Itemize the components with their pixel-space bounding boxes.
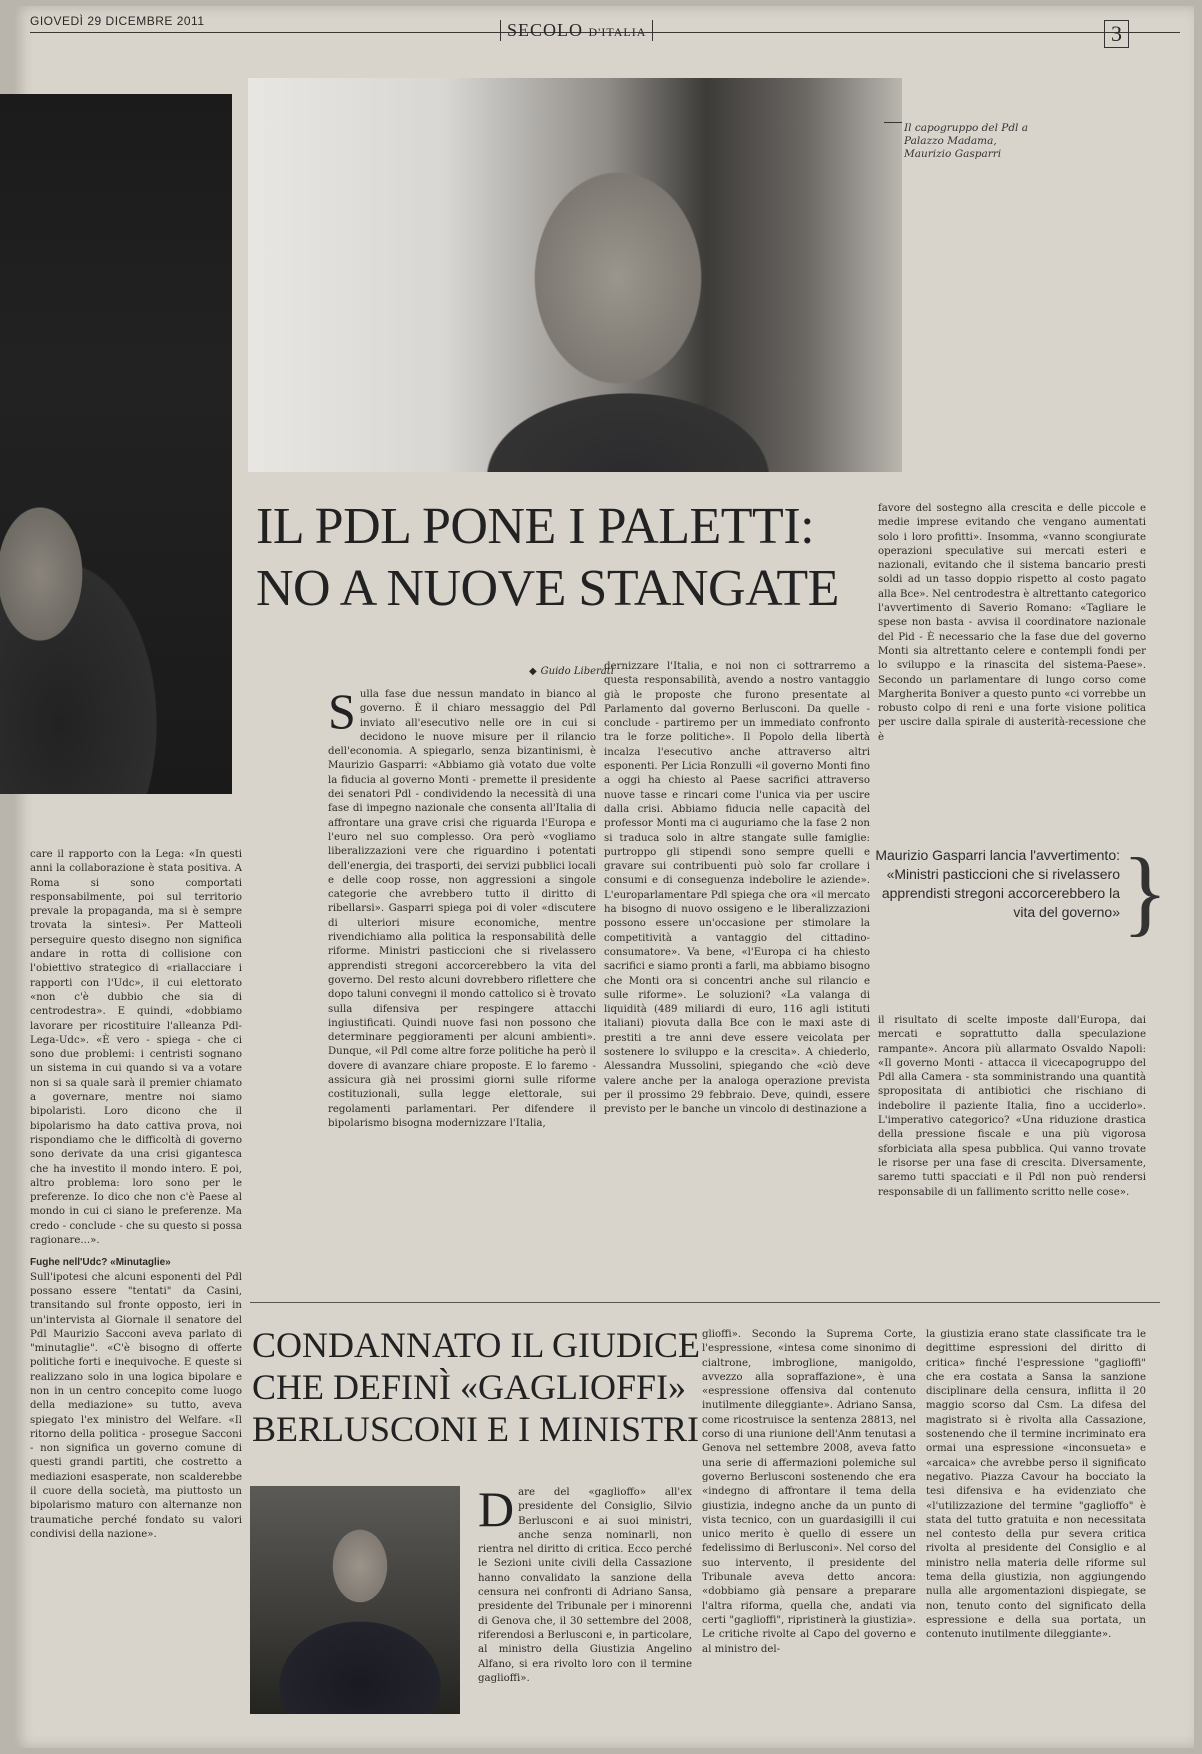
column-text: glioffi». Secondo la Suprema Corte, l'espressione, «intesa come sinonimo di cialtrone, imbroglione, manigoldo, avvezzo alla sopraffazione», è una «espressione offensiva dal contenuto inutilmente dileggiante». Adriano Sansa, come ricostruisce la sentenza 28813, nel corso di una riunione dell'Anm tenutasi a Genova nel settembre 2008, aveva fatto una serie di affermazioni polemiche sul governo Berlusconi sostenendo che era «indegno di affrontare il tema della giustizia, indegno anche da un punto di vista tecnico, con un guardasigilli il cui unico merito è quello di essere un fedelissimo di Berlusconi». Nel corso del suo intervento, il presidente del Tribunale aveva detto ancora: «dobbiamo già pensare a preparare l'altra riforma, quella che, andati via certi "gaglioffi", ripristinerà la giustizia». Le critiche rivolte al Capo del governo e al ministro del- <box>702 1329 916 1655</box>
photo-caption: Il capogruppo del Pdl a Palazzo Madama, Maurizio Gasparri <box>904 122 1029 160</box>
article-headline: IL PDL PONE I PALETTI: NO A NUOVE STANGATE <box>256 498 839 617</box>
article-column-3-top <box>878 502 1146 824</box>
second-article-column-1 <box>478 1481 692 1726</box>
subheading: Fughe nell'Udc? «Minutaglie» <box>30 1257 171 1269</box>
article-column-1 <box>328 683 596 1264</box>
second-article-column-3 <box>926 1328 1146 1726</box>
second-article-headline: CONDANNATO IL GIUDICE CHE DEFINÌ «GAGLIOFFI» BERLUSCONI E I MINISTRI <box>252 1325 700 1449</box>
pull-quote: Maurizio Gasparri lancia l'avvertimento: «Ministri pasticcioni che si rivelassero apprendisti stregoni accorcerebbero la vita del governo» <box>875 847 1120 920</box>
gasparri-photo <box>248 78 902 472</box>
article-column-3-bottom <box>878 1014 1146 1264</box>
issue-date: GIOVEDÌ 29 DICEMBRE 2011 <box>30 14 205 28</box>
newspaper-page <box>14 6 1194 1748</box>
caption-rule <box>884 122 902 123</box>
byline <box>494 666 614 677</box>
column-text: il risultato di scelte imposte dall'Europa, dai mercati e soprattutto dalla speculazione rampante». Ancora più allarmato Osvaldo Napoli: «Il governo Monti - attacca il vicecapogruppo del Pdl alla Camera - sta somministrando una quantità spropositata di antibiotici che rischiano di indebolire il paziente Italia, fino a ucciderlo». L'imperativo categorico? «Una riduzione drastica della pressione fiscale e una più vigorosa sforbiciata alla spesa pubblica. Qui vanno trovate le risorse per una fase di crescita. Diversamente, saremo tutti spacciati e il Pdl non può rendersi responsabile di un fallimento scritto nelle cose». <box>878 1015 1146 1198</box>
column-text: are del «gaglioffo» all'ex presidente del Consiglio, Silvio Berlusconi e ai suoi ministri, anche senza nominarli, non rientra nel diritto di critica. Ecco perché le Sezioni unite civili della Cassazione hanno convalidato la sanzione della censura nei confronti di Adriano Sansa, presidente del Tribunale per i minorenni di Genova che, il 30 settembre del 2008, riferendosi a Berlusconi e, in particolare, al ministro della Giustizia Angelino Alfano, si era rivolto loro con il termine gaglioffi». <box>478 1487 692 1684</box>
masthead <box>500 20 653 41</box>
section-divider <box>250 1302 1160 1303</box>
column-text: la giustizia erano state classificate tra le degittime espressioni del diritto di critica» finché l'espressione "gaglioffi" che era costata a Sansa la sanzione disciplinare della censura, inflitta il 20 maggio scorso dal Csm. La difesa del magistrato si è rivolta alla Cassazione, sostenendo che il termine incriminato era ormai una espressione «inconsueta» e «arcaica» che avrebbe perso il significato negativo. Piazza Cavour ha bocciato la tesi difensiva e ha evidenziato che «l'utilizzazione del termine "gaglioffo" è stata del tutto gratuita e non necessitata nel contesto della pur severa critica rivolta al presidente del Consiglio e al ministro nella materia delle riforme sul tema della giustizia, non aggiungendo nulla alle argomentazioni dispiegate, se non, tenuto conto del significato della espressione e della sua portata, un contenuto inutilmente dileggiante». <box>926 1329 1146 1641</box>
pull-quote-bracket: } <box>1122 838 1169 945</box>
masthead-subtitle: D'ITALIA <box>588 25 647 39</box>
column-text: Sull'ipotesi che alcuni esponenti del Pdl possano essere "tentati" da Casini, transitando sul fronte opposto, ieri in un'intervista al Giornale il senatore del Pdl Maurizio Sacconi aveva parlato di "minutaglie". «C'è bisogno di offerte politiche forti e inequivoche. E queste si realizzano solo in una logica bipolare e non in un centro concepito come luogo della mediazione» su tutto, aveva spiegato l'ex ministro del Welfare. «Il ritorno della politica - prosegue Sacconi - non significa un governo comune di questi grandi partiti, che costretto a mediazioni esasperate, non scalderebbe il cuore della società, ma piuttosto un bipolarismo maturo con alternanze non traumatiche perché fondato su valori condivisi della nazione». <box>30 1271 242 1540</box>
page-number: 3 <box>1104 20 1129 48</box>
masthead-title: SECOLO <box>507 20 584 40</box>
column-text: care il rapporto con la Lega: «In questi anni la collaborazione è stata positiva. A Roma si sono comportati responsabilmente, poi sul territorio prevale la propaganda, ma si è sempre trovata la sintesi». Per Matteoli perseguire questo disegno non significa andare in rotta di collisione con l'obiettivo strategico di «riallacciare i rapporti con l'Udc», il cui elettorato «non c'è dubbio che sia di centrodestra». E quindi, «dobbiamo lavorare per ricostituire l'alleanza Pdl-Lega-Udc». «È vero - spiega - che ci sono due problemi: i centristi sognano un sistema in cui quando si va a votare non si sa quale sarà il premier chiamato a governare, mentre noi siamo bipolaristi. Loro dicono che il bipolarismo ha dato cattiva prova, noi rispondiamo che le difficoltà di governo sono derivate da una crisi gigantesca che ha investito il mondo intero. E poi, altro problema: loro sono per le preferenze. Io dico che non c'è Paese al mondo in cui ci siano le preferenze. Ma credo - conclude - che su questo si possa ragionare...». <box>30 849 242 1247</box>
dropcap: D <box>478 1481 515 1537</box>
berlusconi-photo <box>250 1486 460 1714</box>
left-continuation-column <box>30 848 242 1540</box>
article-column-2 <box>604 660 870 1264</box>
column-text: dernizzare l'Italia, e noi non ci sottrarremo a questa responsabilità, avendo a nostro vantaggio già le proposte che furono presentate al Parlamento dal governo Berlusconi. Da quelle - conclude - partiremo per un immediato confronto tra le forze politiche». Il Popolo della libertà incalza l'esecutivo anche attraverso altri esponenti. Per Licia Ronzulli «il governo Monti fino a oggi ha chiesto al Paese sacrifici attraverso nuove tasse e rincari come l'unica via per uscire dalla crisi. Abbiamo fiducia nelle capacità del professor Monti ma ci auguriamo che la fase 2 non si traduca solo in altre stangate sulle famiglie: purtroppo gli stipendi sono sempre quelli e gravare sui contribuenti può solo far crollare i consumi e di conseguenza indebolire le aziende». L'europarlamentare Pdl spiega che ora «il mercato ha bisogno di nuovo ossigeno e le liberalizzazioni possono essere un'occasione per stimolare la competitività a vantaggio del cittadino-consumatore». Va bene, «l'Europa ci ha chiesto sacrifici e siamo pronti a farli, ma abbiamo bisogno che Monti ora si concentri anche sul rilancio e sulle riforme». Le soluzioni? «La valanga di liquidità (489 miliardi di euro, 116 agli istituti italiani) piovuta dalla Bce con le maxi aste di prestiti a tre anni deve essere veicolata per sostenere lo sviluppo e la crescita». A chiederlo, Alessandra Mussolini, spiegando che «ciò deve valere anche per la analoga operazione prevista per il prossimo 29 febbraio. Deve, quindi, essere previsto per le banche un vincolo di destinazione a <box>604 661 870 1116</box>
byline-marker: ◆ <box>528 666 537 677</box>
byline-author: Guido Liberati <box>540 666 614 677</box>
column-text: favore del sostegno alla crescita e delle piccole e medie imprese evitando che vengano aumentati solo i loro profitti». Insomma, «vanno scongiurate operazioni speculative sui mercati esteri e nazionali, evitando che il sistema bancario presti soldi ad un tasso doppio rispetto al costo pagato alla Bce». Nel centrodestra è altrettanto categorico l'avvertimento di Saverio Romano: «Tagliare le spese non basta - avvisa il coordinatore nazionale del Pid - È necessario che la fase due del governo Monti sia altrettanto celere e contempli fondi per lo sviluppo e la rinascita del sistema-Paese». Secondo un parlamentare di lungo corso come Margherita Boniver a questo punto «ci vorrebbe un robusto colpo di reni e una forte visione politica per uscire dalla spirale di austerità-recessione che è <box>878 503 1146 743</box>
left-portrait-photo <box>0 94 232 794</box>
second-article-column-2 <box>702 1328 916 1726</box>
dropcap: S <box>328 683 356 739</box>
column-text: ulla fase due nessun mandato in bianco al governo. È il chiaro messaggio del Pdl inviato all'esecutivo nelle ore in cui si decidono le nuove misure per il rilancio dell'economia. A spiegarlo, senza bizantinismi, è Maurizio Gasparri: «Abbiamo già votato due volte la fiducia al governo Monti - premette il presidente dei senatori Pdl - condividendo la necessità di una fase di impegno nazionale che consenta all'Italia di affrontare una grave crisi che riguarda l'Europa e l'euro nel suo complesso. Ora però «vogliamo liberalizzazioni vere che riguardino i potentati dell'energia, dei trasporti, dei servizi pubblici locali e delle coop rosse, non aggressioni a singole categorie che avrebbero tutto il diritto di ribellarsi». Gasparri spiega poi di voler «discutere di ulteriori misure economiche, mentre rivendichiamo alla politica la responsabilità delle riforme. Ministri pasticcioni che si rivelassero apprendisti stregoni accorcerebbero la vita del governo. Del resto alcuni dovrebbero riflettere che dopo taluni convegni il mondo cattolico si è trovato sulla difensiva per respingere attacchi ingiustificati. Quindi nuove fasi non possono che determinare peggioramenti per alcuni ambienti». Dunque, «il Pdl come altre forze politiche ha però il dovere di avanzare chiare proposte. E lo faremo - assicura già nei prossimi giorni sulle riforme costituzionali, sulla legge elettorale, sui regolamenti parlamentari. Per difendere il bipolarismo bisogna modernizzare l'Italia, <box>328 689 596 1129</box>
